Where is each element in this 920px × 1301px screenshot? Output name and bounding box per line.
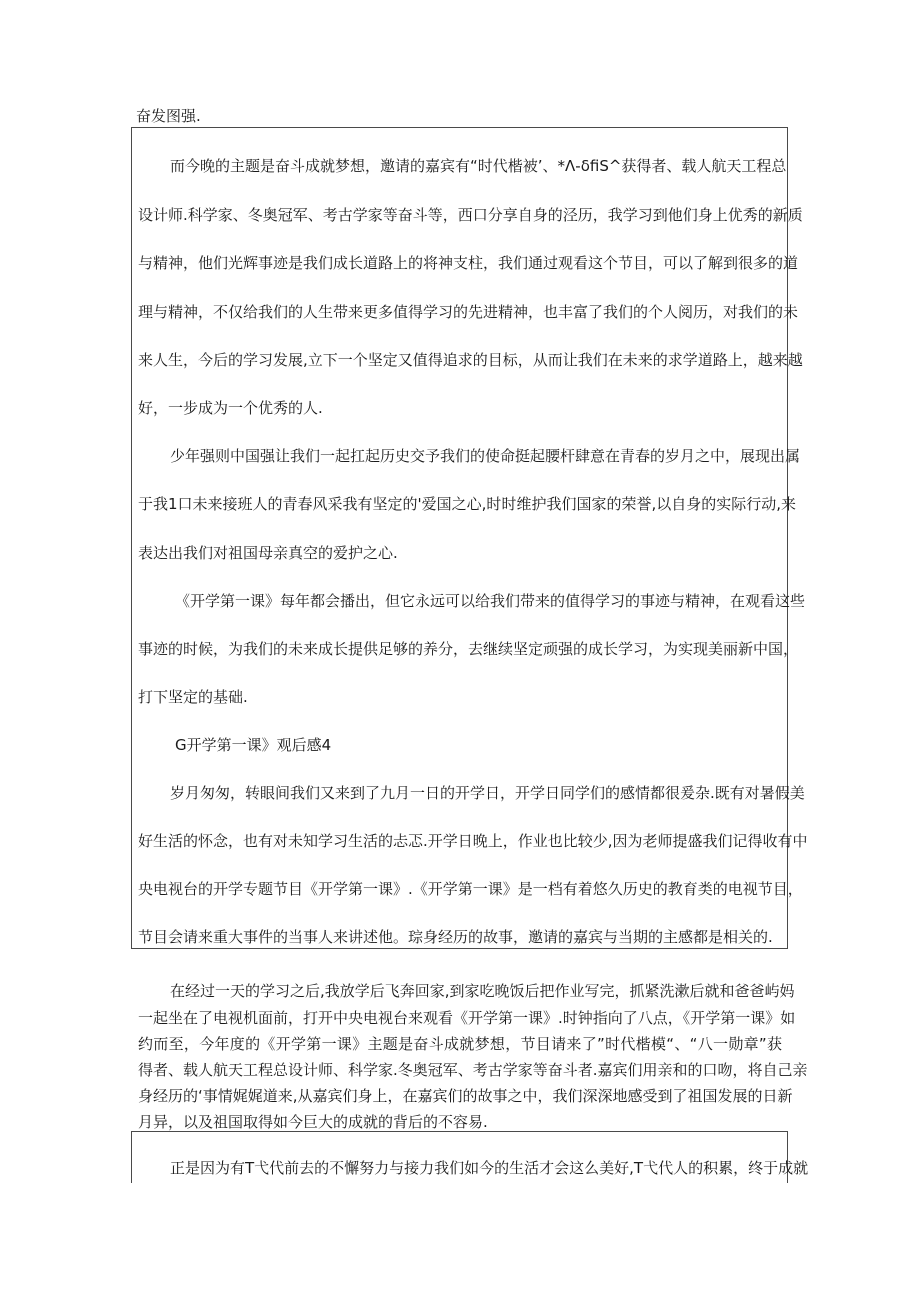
box1-para2-line3: 表达出我们对祖国母亲真空的爱护之心. bbox=[138, 544, 398, 562]
middle-para-line6: 月异，以及祖国取得如今巨大的成就的背后的不容易. bbox=[138, 1113, 488, 1131]
box1-para1-line1: 而今晚的主题是奋斗成就梦想，邀请的嘉宾有“时代楷被’、*Λ-δfiS^获得者、载人航天工程总 bbox=[170, 157, 787, 175]
box1-para3-line1: 《开学第一课》每年都会播出，但它永远可以给我们带来的值得学习的事迹与精神，在观看这些 bbox=[175, 592, 806, 610]
box1-para4-line2: 好生活的怀念，也有对未知学习生活的忐忑.开学日晚上，作业也比较少,因为老师提盛我们记得收有中 bbox=[138, 832, 808, 850]
box1-para1-line6: 好，一步成为一个优秀的人. bbox=[138, 399, 323, 417]
box1-para1-line3: 与精神，他们光辉事迹是我们成长道路上的将神支柱，我们通过观看这个节目，可以了解到很多的道 bbox=[138, 254, 799, 272]
box1-para2-line2: 于我1口未来接班人的青春风采我有坚定的'爱国之心,时时维护我们国家的荣誉,以自身的实际行动,来 bbox=[138, 495, 796, 513]
middle-para-line4: 得者、载人航天工程总设计师、科学家.冬奥冠军、考古学家等奋斗者.嘉宾们用亲和的口吻，将自己亲 bbox=[138, 1061, 808, 1079]
middle-para-line1: 在经过一天的学习之后,我放学后飞奔回家,到家吃晚饭后把作业写完，抓紧洗漱后就和爸爸屿妈 bbox=[170, 982, 795, 1000]
section-heading: G开学第一课》观后感4 bbox=[175, 736, 332, 754]
box1-para1-line5: 来人生，今后的学习发展,立下一个坚定又值得追求的目标，从而让我们在未来的求学道路上，越来越 bbox=[138, 351, 803, 369]
box1-para2-line1: 少年强则中国强让我们一起扛起历史交予我们的使命挺起腰杆肆意在青春的岁月之中，展现出属 bbox=[170, 447, 801, 465]
middle-para-line5: 身经历的‘事情娓娓道来,从嘉宾们身上，在嘉宾们的故事之中，我们深深地感受到了祖国发展的日新 bbox=[138, 1087, 793, 1105]
box1-para4-line4: 节目会请来重大事件的当事人来讲述他。琮身经历的故事，邀请的嘉宾与当期的主感都是相关的. bbox=[138, 928, 773, 946]
box1-para3-line2: 事迹的时候，为我们的未来成长提供足够的养分，去继续坚定顽强的成长学习，为实现美丽新中国， bbox=[138, 640, 799, 658]
box1-para1-line4: 理与精神，不仅给我们的人生带来更多值得学习的先进精神，也丰富了我们的个人阅历，对我们的未 bbox=[138, 303, 799, 321]
box2-para-line1: 正是因为有T弋代前去的不懈努力与接力我们如今的生活才会这么美好,T弋代人的积累，终于成就 bbox=[170, 1159, 809, 1177]
box1-para3-line3: 打下坚定的基础. bbox=[138, 688, 248, 706]
text-box-1 bbox=[131, 127, 808, 949]
box1-para4-line3: 央电视台的开学专题节目《开学第一课》.《开学第一课》是一档有着悠久历史的教育类的电视节目， bbox=[138, 880, 803, 898]
box1-para4-line1: 岁月匆匆，转眼间我们又来到了九月一日的开学日，开学日同学们的感情都很爰杂.既有对暑假美 bbox=[170, 784, 805, 802]
box1-para1-line2: 设计师.科学家、冬奥冠军、考古学家等奋斗等，西口分享自身的泾历，我学习到他们身上优秀的新质 bbox=[138, 206, 803, 224]
middle-para-line2: 一起坐在了电视机面前，打开中央电视台来观看《开学第一课》.时钟指向了八点，《开学第一课》如 bbox=[138, 1009, 796, 1027]
top-fragment: 奋发图强. bbox=[136, 107, 201, 125]
middle-para-line3: 约而至，今年度的《开学第一课》主题是奋斗成就梦想，节目请来了”时代楷模“、“八一勋章”获 bbox=[138, 1035, 782, 1053]
